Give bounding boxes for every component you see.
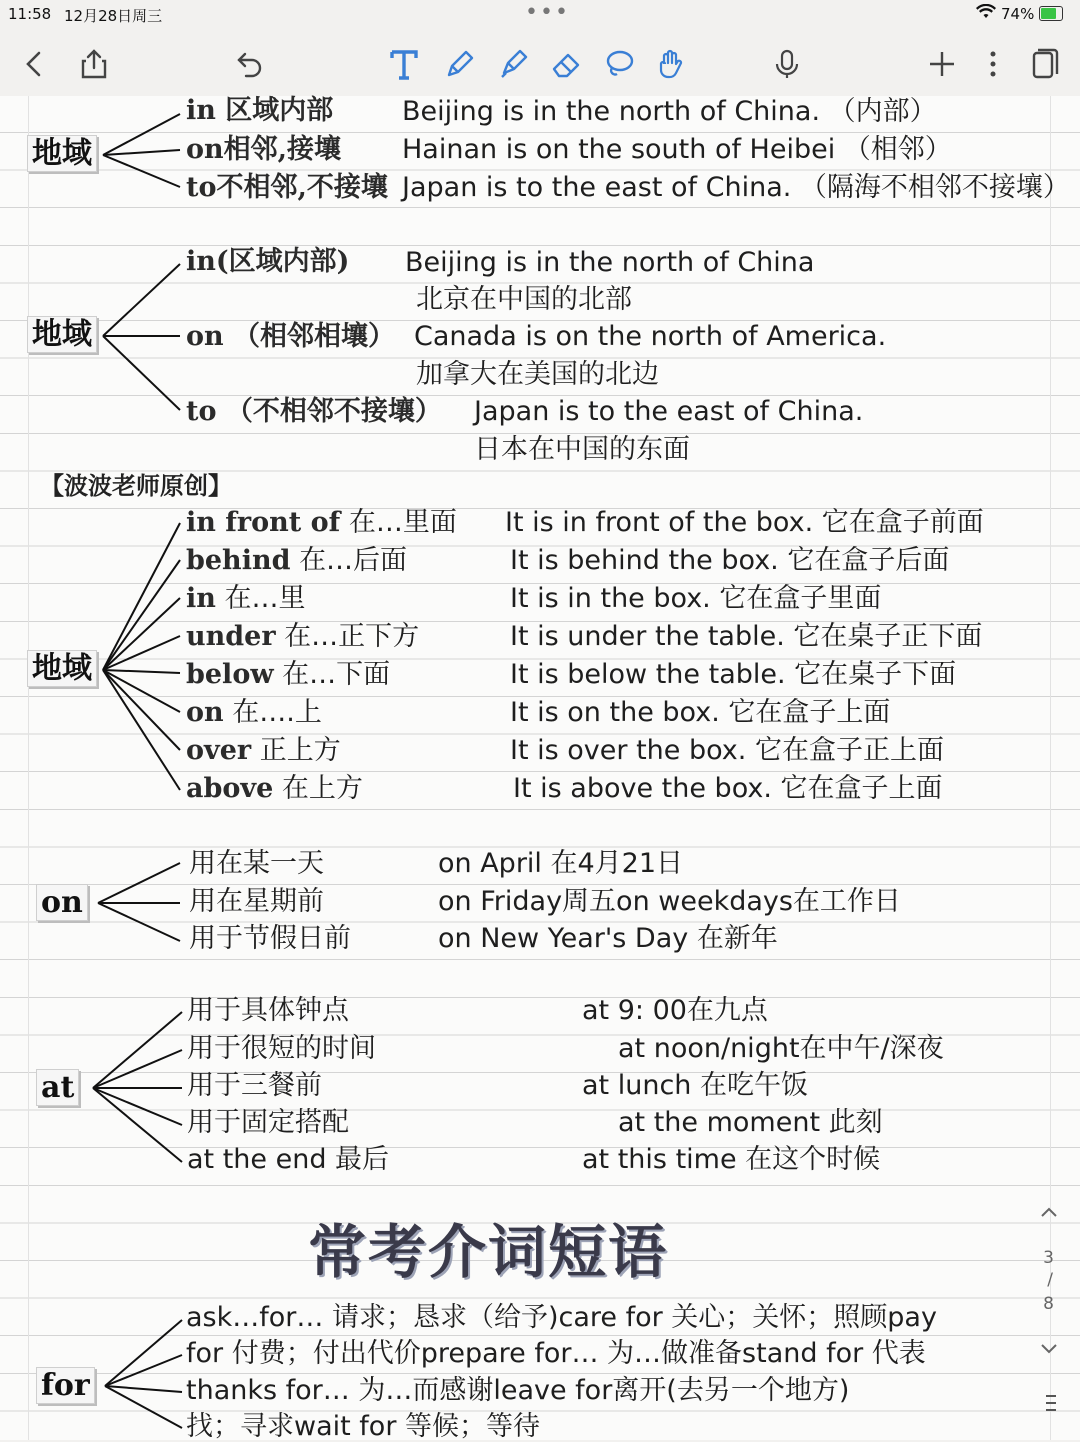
section-label-2: 地域 [27,316,97,353]
section-label-on: on [36,884,88,921]
section-label-at: at [36,1069,79,1106]
section-title: 常考介词短语 [308,1218,669,1286]
hand-icon[interactable] [651,44,691,84]
example-phrase: at noon/night在中午/深夜 [618,1033,944,1064]
toolbar [0,30,1080,96]
eraser-icon[interactable] [546,44,586,84]
example-sentence: Japan is to the east of China. （隔海不相邻不接壤） [402,172,1070,203]
phrase-line: 找；寻求wait for 等候；等待 [186,1411,541,1442]
usage-label: 用于节假日前 [189,923,351,954]
page-up-icon[interactable] [1040,1203,1058,1223]
prep-row: under 在…正下方 [186,621,420,652]
example-sentence: Japan is to the east of China. [474,396,864,427]
prep-label: on相邻,接壤 [186,134,342,165]
section-label-3: 地域 [27,650,97,687]
prep-label: to （不相邻不接壤） [186,396,442,427]
page-current: 3 [1043,1248,1054,1268]
credit-label: 【波波老师原创】 [40,471,232,500]
example-sentence: It is over the box. 它在盒子正上面 [510,735,944,766]
example-translation: 日本在中国的东面 [474,434,690,465]
wifi-icon [976,4,996,24]
usage-label: 用于三餐前 [187,1070,322,1101]
lasso-icon[interactable] [599,44,639,84]
prep-row: over 正上方 [186,735,341,766]
multitasking-dots-icon[interactable]: ••• [525,0,570,25]
example-sentence: Hainan is on the south of Heibei （相邻） [402,134,952,165]
usage-label: 用于固定搭配 [187,1107,349,1138]
section-label-for: for [36,1367,95,1404]
usage-label: 用在星期前 [189,886,324,917]
example-sentence: Canada is on the north of America. [414,321,887,352]
prep-label: in(区域内部) [186,246,350,277]
drag-handle-icon[interactable] [1044,1392,1058,1419]
prep-row: in front of 在…里面 [186,507,457,538]
example-translation: 加拿大在美国的北边 [416,359,659,390]
prep-row: in 在…里 [186,583,306,614]
usage-label: at the end 最后 [187,1144,390,1175]
example-sentence: It is behind the box. 它在盒子后面 [510,545,950,576]
example-phrase: at the moment 此刻 [618,1107,883,1138]
prep-label: on （相邻相壤） [186,321,396,352]
add-icon[interactable] [922,44,962,84]
section-label-1: 地域 [27,135,97,172]
phrase-line: for 付费；付出代价prepare for… 为…做准备stand for 代表 [186,1338,926,1369]
phrase-line: thanks for… 为…而感谢leave for离开(去另一个地方) [186,1375,850,1406]
example-sentence: It is in the box. 它在盒子里面 [510,583,882,614]
example-sentence: It is in front of the box. 它在盒子前面 [505,507,984,538]
status-date: 12月28日周三 [64,7,163,25]
example-phrase: on New Year's Day 在新年 [438,923,778,954]
pages-icon[interactable] [1024,44,1064,84]
page-total: 8 [1043,1294,1054,1314]
page-down-icon[interactable] [1040,1340,1058,1360]
status-time: 11:58 [8,5,52,23]
prep-row: behind 在…后面 [186,545,408,576]
pencil-icon[interactable] [440,44,480,84]
example-translation: 北京在中国的北部 [416,284,632,315]
phrase-line: ask…for… 请求；恳求（给予)care for 关心；关怀；照顾pay [186,1302,937,1333]
example-sentence: It is below the table. 它在桌子下面 [510,659,957,690]
usage-label: 用在某一天 [189,848,324,879]
example-sentence: It is above the box. 它在盒子上面 [513,773,943,804]
usage-label: 用于具体钟点 [187,995,349,1026]
status-bar [0,0,1080,30]
page-separator: / [1047,1270,1053,1290]
text-tool-icon[interactable] [384,44,424,84]
more-icon[interactable] [973,44,1013,84]
example-phrase: on Friday周五on weekdays在工作日 [438,886,901,917]
example-phrase: at 9: 00在九点 [582,995,768,1026]
usage-label: 用于很短的时间 [187,1033,376,1064]
example-phrase: at lunch 在吃午饭 [582,1070,808,1101]
example-sentence: It is on the box. 它在盒子上面 [510,697,891,728]
prep-row: below 在…下面 [186,659,391,690]
back-icon[interactable] [15,44,55,84]
example-sentence: It is under the table. 它在桌子正下面 [510,621,983,652]
example-phrase: at this time 在这个时候 [582,1144,881,1175]
highlighter-icon[interactable] [493,44,533,84]
example-sentence: Beijing is in the north of China. （内部） [402,96,937,127]
example-sentence: Beijing is in the north of China [405,247,815,278]
battery-percent: 74% [1001,5,1035,23]
undo-icon[interactable] [230,44,270,84]
prep-label: in 区域内部 [186,95,334,126]
battery-icon [1039,6,1063,21]
example-phrase: on April 在4月21日 [438,848,684,879]
prep-row: on 在….上 [186,697,322,728]
prep-row: above 在上方 [186,773,363,804]
share-icon[interactable] [74,44,114,84]
prep-label: to不相邻,不接壤 [186,172,388,203]
microphone-icon[interactable] [767,44,807,84]
